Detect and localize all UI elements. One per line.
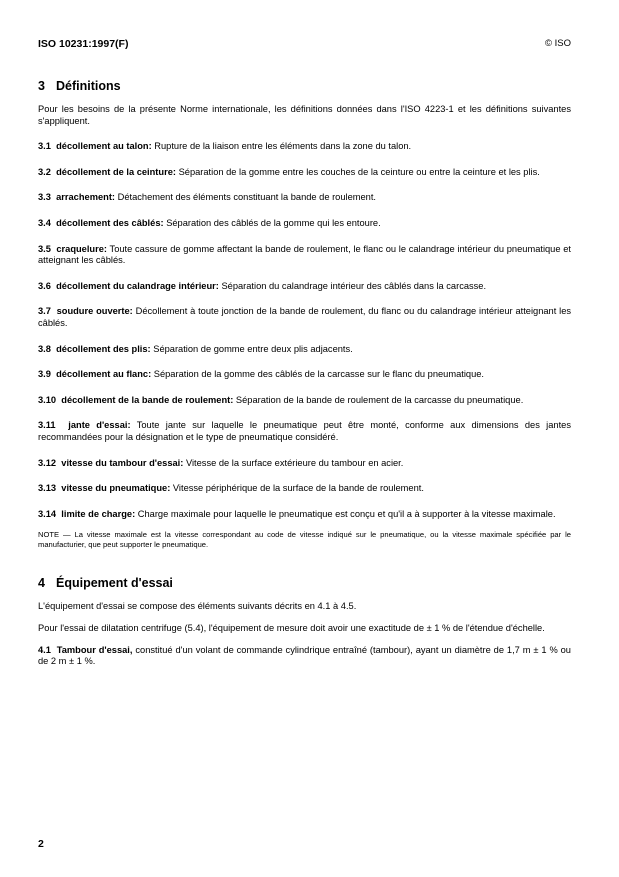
definition-text: Vitesse de la surface extérieure du tambour en acier. xyxy=(185,457,404,468)
definition-item xyxy=(38,395,571,407)
definition-item xyxy=(38,344,571,356)
definition-number: 3.13 xyxy=(38,483,57,494)
definition-item xyxy=(38,369,571,381)
definition-item xyxy=(38,306,571,329)
definition-text: Toute cassure de gomme affectant la bande de roulement, le flanc ou le calandrage intérieur du pneumatique et atteignant les câblés. xyxy=(38,243,571,266)
section-3-intro: Pour les besoins de la présente Norme internationale, les définitions données dans l'ISO 4223-1 et les définitions suivantes s'appliquent. xyxy=(38,104,571,126)
definition-item xyxy=(38,141,571,153)
definition-item xyxy=(38,218,571,230)
definition-term: décollement des plis: xyxy=(56,343,151,354)
copyright-notice: © ISO xyxy=(544,38,571,49)
definition-text: Séparation de gomme entre deux plis adjacents. xyxy=(153,343,353,354)
definition-term: décollement des câblés: xyxy=(56,217,164,228)
definition-number: 3.11 xyxy=(38,420,56,431)
definition-text: Vitesse périphérique de la surface de la bande de roulement. xyxy=(172,483,424,494)
section-number: 3 xyxy=(38,79,45,93)
definition-number: 3.8 xyxy=(38,343,51,354)
definition-number: 3.14 xyxy=(38,508,57,519)
definition-text: Séparation de la gomme des câblés de la carcasse sur le flanc du pneumatique. xyxy=(153,369,485,380)
definition-item xyxy=(38,192,571,204)
definition-text: Détachement des éléments constituant la bande de roulement. xyxy=(117,192,377,203)
definition-item xyxy=(38,244,571,267)
definition-text: Séparation de la gomme entre les couches de la ceinture ou entre la ceinture et les plis. xyxy=(178,166,540,177)
definition-number: 4.1 xyxy=(38,644,51,655)
definition-text: Toute jante sur laquelle le pneumatique peut être monté, conforme aux dimensions des jantes recommandées pour la désignation et le type de pneumatique considéré. xyxy=(38,420,571,442)
definition-text: Séparation des câblés de la gomme qui les entoure. xyxy=(166,217,381,228)
section-title: Équipement d'essai xyxy=(56,576,173,591)
definition-number: 3.10 xyxy=(38,394,57,405)
definition-number: 3.12 xyxy=(38,457,57,468)
definition-term: craquelure: xyxy=(56,243,107,254)
definition-text: Séparation du calandrage intérieur des câblés dans la carcasse. xyxy=(221,280,487,291)
definition-text: Décollement à toute jonction de la bande de roulement, du flanc ou du calandrage intérieur atteignant les câblés. xyxy=(38,306,572,328)
note: NOTE — La vitesse maximale est la vitesse correspondant au code de vitesse indiqué sur le pneumatique, ou la vitesse maximale spécifiée par le manufacturier, que peut supporter le pneumatique. xyxy=(38,530,571,549)
page-number: 2 xyxy=(38,838,44,850)
definitions-list xyxy=(38,141,571,520)
section-4-heading xyxy=(38,575,571,591)
definition-item xyxy=(38,483,571,495)
definition-term: limite de charge: xyxy=(61,508,136,519)
definition-item xyxy=(38,458,571,470)
definition-number: 3.4 xyxy=(38,217,51,228)
section-3-heading xyxy=(38,78,571,94)
definition-text: Rupture de la liaison entre les éléments dans la zone du talon. xyxy=(154,141,412,152)
section-number: 4 xyxy=(38,576,45,591)
section-4-paragraph-1: L'équipement d'essai se compose des éléments suivants décrits en 4.1 à 4.5. xyxy=(38,601,357,612)
page-header xyxy=(38,38,571,52)
definition-text: constitué d'un volant de commande cylindrique entraîné (tambour), ayant un diamètre de 1,7 m ± 1 % ou de 2 m ± 1 %. xyxy=(38,644,571,667)
definition-term: décollement au talon: xyxy=(56,141,152,152)
definition-term: décollement du calandrage intérieur: xyxy=(56,280,219,291)
definition-term: décollement au flanc: xyxy=(56,369,152,380)
definition-number: 3.6 xyxy=(38,280,51,291)
section-4 xyxy=(38,575,571,667)
document-id: ISO 10231:1997(F) xyxy=(38,38,129,50)
definition-number: 3.1 xyxy=(38,141,51,152)
definition-number: 3.5 xyxy=(38,243,51,254)
definition-number: 3.7 xyxy=(38,306,51,317)
definition-number: 3.2 xyxy=(38,166,51,177)
definition-text: Séparation de la bande de roulement de la carcasse du pneumatique. xyxy=(235,394,524,405)
definition-term: Tambour d'essai, xyxy=(56,644,133,655)
definition-term: jante d'essai: xyxy=(68,420,131,431)
definition-term: vitesse du pneumatique: xyxy=(61,483,171,494)
definition-number: 3.9 xyxy=(38,369,51,380)
definition-4-1 xyxy=(38,645,571,668)
definition-item xyxy=(38,420,571,443)
page-content xyxy=(38,78,571,682)
definition-item xyxy=(38,281,571,293)
definition-text: Charge maximale pour laquelle le pneumatique est conçu et qu'il a à supporter à la vitesse maximale. xyxy=(137,508,556,519)
definition-term: décollement de la ceinture: xyxy=(56,166,176,177)
definition-item xyxy=(38,167,571,179)
section-4-paragraph-2: Pour l'essai de dilatation centrifuge (5.4), l'équipement de mesure doit avoir une exactitude de ± 1 % de l'étendue d'échelle. xyxy=(38,623,545,634)
definition-term: arrachement: xyxy=(56,192,116,203)
definition-term: décollement de la bande de roulement: xyxy=(61,394,234,405)
section-title: Définitions xyxy=(56,79,121,93)
definition-item xyxy=(38,509,571,521)
definition-number: 3.3 xyxy=(38,192,51,203)
definition-term: soudure ouverte: xyxy=(56,306,133,317)
definition-term: vitesse du tambour d'essai: xyxy=(61,457,184,468)
